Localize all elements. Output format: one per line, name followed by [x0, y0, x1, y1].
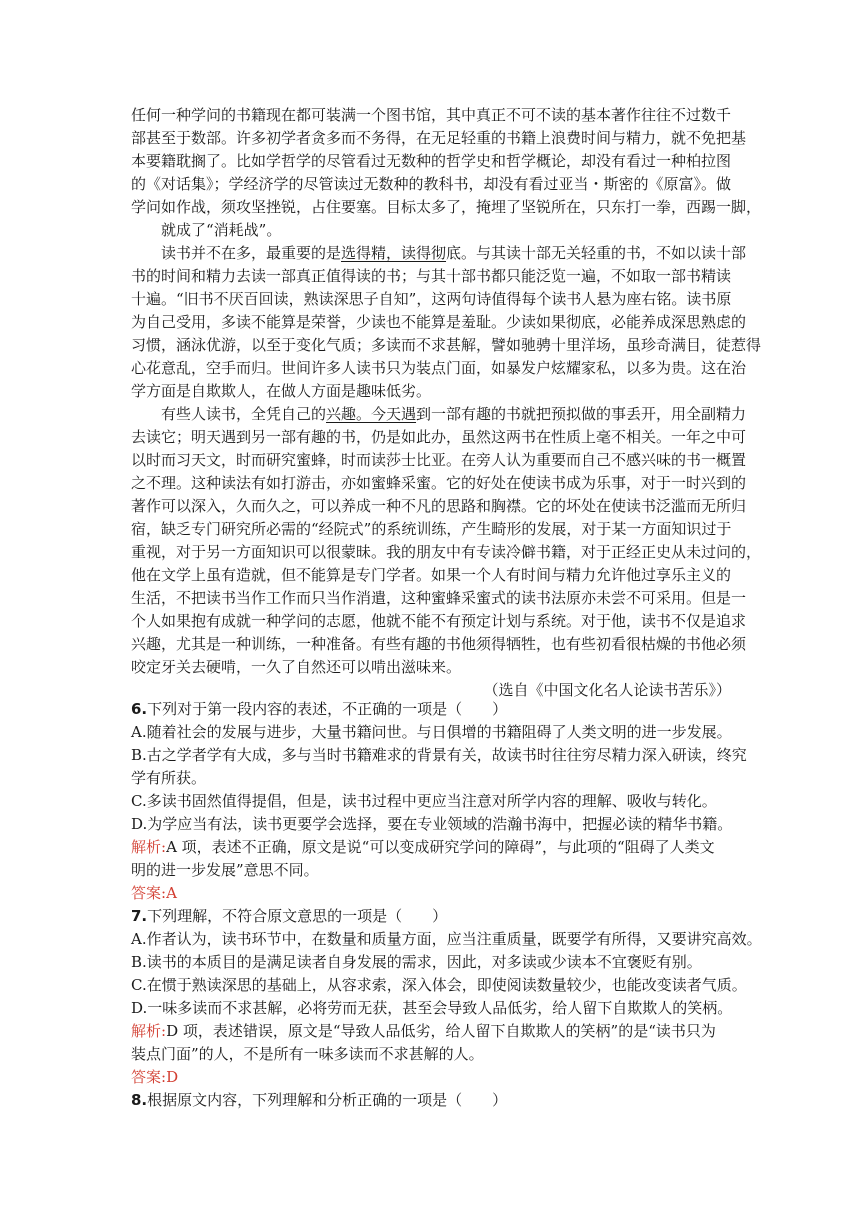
text-fragment: 到一部有趣的书就把预拟做的事丢开，用全副精力	[416, 405, 747, 423]
text-line: 以时而习天文，时而研究蜜蜂，时而读莎士比亚。在旁人认为重要而自己不感兴味的书一概置	[131, 451, 747, 469]
answer	[131, 882, 731, 905]
text-line: 去读它；明天遇到另一部有趣的书，仍是如此办，虽然这两书在性质上毫不相关。一年之中可	[131, 428, 747, 446]
option-d: D.为学应当有法，读书更要学会选择，要在专业领域的浩瀚书海中，把握必读的精华书籍。	[131, 815, 733, 833]
text-line: 著作可以深入，久而久之，可以养成一种不凡的思路和胸襟。它的坏处在使读书泛滥而无所归	[131, 497, 747, 515]
text-line: 咬定牙关去硬啃，一久了自然还可以啃出滋味来。	[131, 658, 462, 676]
question-7	[131, 905, 762, 1089]
text-fragment: 底。与其读十部无关轻重的书，不如以读十部	[446, 244, 747, 262]
question-number: 6.	[131, 700, 148, 718]
source-citation: （选自《中国文化名人论读书苦乐》）	[483, 681, 731, 699]
text-line: 个人如果抱有成就一种学问的志愿，他就不能不有预定计划与系统。对于他，读书不仅是追求	[131, 612, 747, 630]
stem-text: 下列对于第一段内容的表述，不正确的一项是（	[147, 700, 463, 718]
text-line: 宿，缺乏专门研究所必需的“经院式”的系统训练，产生畸形的发展，对于某一方面知识过于	[131, 520, 732, 538]
text-line: 重视，对于另一方面知识可以很蒙昧。我的朋友中有专读冷僻书籍，对于正经正史从未过问的，	[131, 543, 762, 561]
question-stem	[131, 1089, 731, 1112]
text-line: 学方面是自欺欺人，在做人方面是趣味低劣。	[131, 382, 432, 400]
explanation-text: D 项，表述错误，原文是“导致人品低劣，给人留下自欺欺人的笑柄”的是“读书只为	[166, 1022, 716, 1040]
stem-end: ）	[432, 907, 448, 925]
explanation-text: A 项，表述不正确，原文是说“可以变成研究学问的障碍”，与此项的“阻碍了人类文	[166, 838, 715, 856]
text-line: 生活，不把读书当作工作而只当作消遣，这种蜜蜂采蜜式的读书法原亦未尝不可采用。但是一	[131, 589, 747, 607]
text-line: 他在文学上虽有造就，但不能算是专门学者。如果一个人有时间与精力允许他过享乐主义的	[131, 566, 732, 584]
explanation-cont: 明的进一步发展”意思不同。	[131, 861, 319, 879]
answer-label: 答案:	[131, 884, 167, 902]
explanation-label: 解析:	[131, 838, 167, 856]
answer	[131, 1066, 731, 1089]
stem-end: ）	[492, 700, 508, 718]
option-b: B.读书的本质目的是满足读者自身发展的需求，因此，对多读或少读本不宜褒贬有别。	[131, 953, 702, 971]
explanation-cont: 装点门面”的人，不是所有一味多读而不求甚解的人。	[131, 1045, 484, 1063]
question-stem	[131, 905, 731, 928]
option-a: A.作者认为，读书环节中，在数量和质量方面，应当注重质量，既要学有所得，又要讲究高效。	[131, 930, 762, 948]
text-line	[131, 242, 747, 265]
explanation-label: 解析:	[131, 1022, 167, 1040]
underlined-phrase: 选得精，读得彻	[341, 244, 447, 262]
question-section	[131, 698, 762, 1112]
stem-end: ）	[492, 1091, 508, 1109]
option-b: B.古之学者学有大成，多与当时书籍难求的背景有关，故读书时往往穷尽精力深入研读，终究	[131, 746, 747, 764]
text-line: 习惯，涵泳优游，以至于变化气质；多读而不求甚解，譬如驰骋十里洋场，虽珍奇满目，徒惹得	[131, 336, 762, 354]
question-8	[131, 1089, 731, 1112]
option-c: C.在惯于熟读深思的基础上，从容求索，深入体会，即使阅读数量较少，也能改变读者气质。	[131, 976, 747, 994]
text-line: 书的时间和精力去读一部真正值得读的书；与其十部书都只能泛览一遍，不如取一部书精读	[131, 267, 732, 285]
text-line: 心花意乱，空手而归。世间许多人读书只为装点门面，如暴发户炫耀家私，以多为贵。这在治	[131, 359, 747, 377]
option-d: D.一味多读而不求甚解，必将劳而无获，甚至会导致人品低劣，给人留下自欺欺人的笑柄。	[131, 999, 733, 1017]
text-line: 兴趣，尤其是一种训练，一种准备。有些有趣的书他须得牺牲，也有些初看很枯燥的书他必须	[131, 635, 747, 653]
text-line: 的《对话集》；学经济学的尽管读过无数种的教科书，却没有看过亚当・斯密的《原富》。做	[131, 175, 732, 193]
text-line: 本要籍耽搁了。比如学哲学的尽管看过无数种的哲学史和哲学概论，却没有看过一种柏拉图	[131, 152, 732, 170]
text-line: 部甚至于数部。许多初学者贪多而不务得，在无足轻重的书籍上浪费时间与精力，就不免把基	[131, 129, 747, 147]
question-number: 7.	[131, 907, 148, 925]
underlined-phrase: 兴趣。今天遇	[326, 405, 417, 423]
explanation	[131, 836, 731, 859]
answer-value: D	[166, 1068, 179, 1086]
text-line: 为自己受用，多读不能算是荣誉，少读也不能算是羞耻。少读如果彻底，必能养成深思熟虑的	[131, 313, 747, 331]
question-number: 8.	[131, 1091, 148, 1109]
question-stem	[131, 698, 731, 721]
text-line: 任何一种学问的书籍现在都可装满一个图书馆，其中真正不可不读的基本著作往往不过数千	[131, 106, 732, 124]
reading-passage	[131, 104, 762, 702]
text-line: 之不理。这种读法有如打游击，亦如蜜蜂采蜜。它的好处在使读书成为乐事，对于一时兴到的	[131, 474, 747, 492]
question-6	[131, 698, 747, 905]
text-line	[131, 403, 747, 426]
text-fragment: 读书并不在多，最重要的是	[161, 244, 342, 262]
explanation	[131, 1020, 731, 1043]
paragraph-1	[131, 104, 762, 242]
text-line: 就成了“消耗战”。	[161, 221, 282, 239]
answer-value: A	[166, 884, 177, 902]
option-b-cont: 学有所获。	[131, 769, 207, 787]
text-fragment: 有些人读书，全凭自己的	[161, 405, 327, 423]
stem-text: 根据原文内容，下列理解和分析正确的一项是（	[147, 1091, 463, 1109]
answer-label: 答案:	[131, 1068, 167, 1086]
option-a: A.随着社会的发展与进步，大量书籍问世。与日俱增的书籍阻碍了人类文明的进一步发展。	[131, 723, 732, 741]
paragraph-3	[131, 403, 762, 679]
text-line: 十遍。“旧书不厌百回读，熟读深思子自知”，这两句诗值得每个读书人悬为座右铭。读书原	[131, 290, 732, 308]
stem-text: 下列理解，不符合原文意思的一项是（	[147, 907, 403, 925]
option-c: C.多读书固然值得提倡，但是，读书过程中更应当注意对所学内容的理解、吸收与转化。	[131, 792, 717, 810]
text-line: 学问如作战，须攻坚挫锐，占住要塞。目标太多了，掩埋了坚锐所在，只东打一拳，西踢一脚，	[131, 198, 762, 216]
paragraph-2	[131, 242, 762, 403]
